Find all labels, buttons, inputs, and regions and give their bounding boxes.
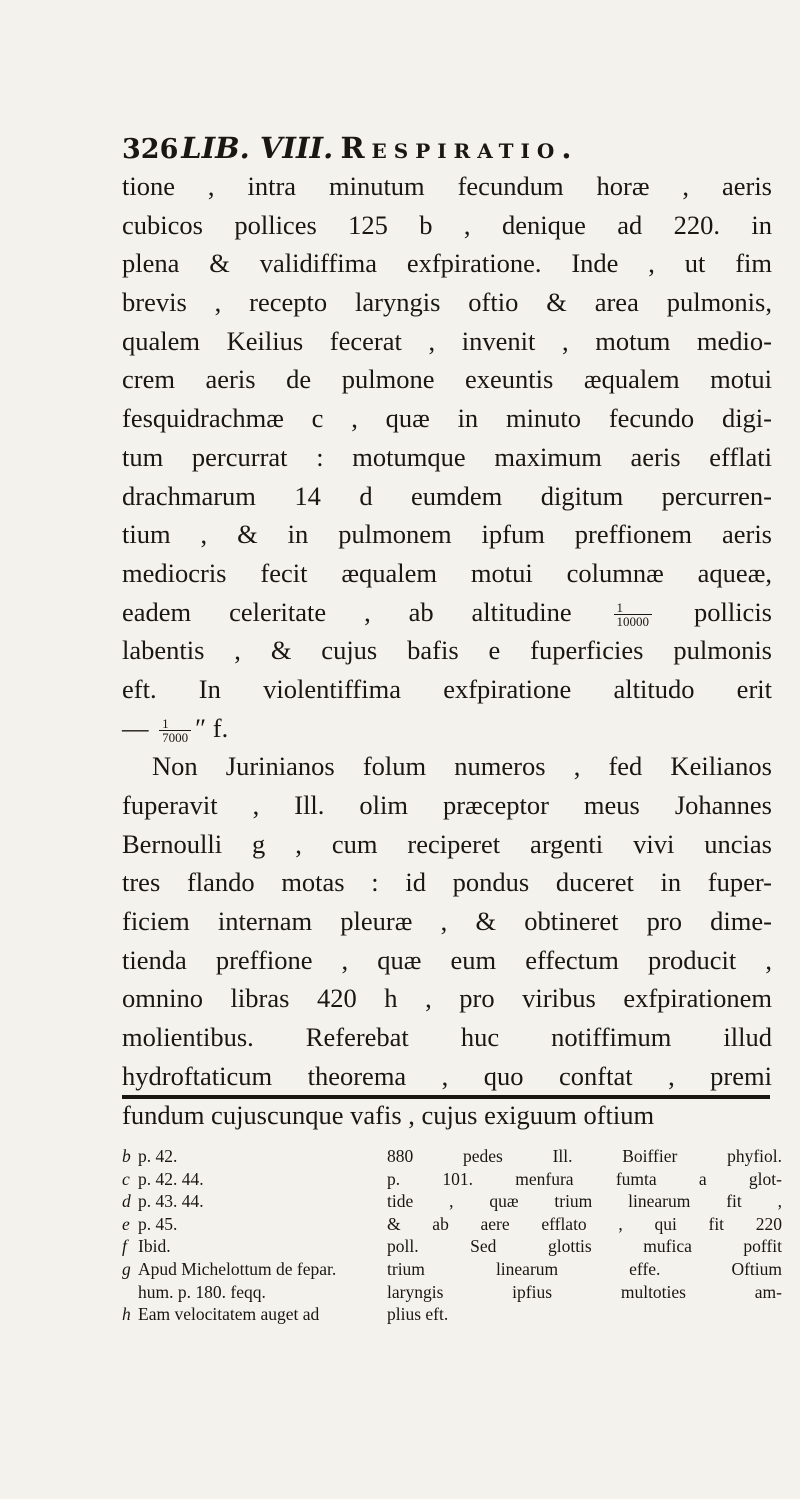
fraction-one-ten-thousandth [614,601,653,628]
text-line: plena & validiffima exfpiratione. Inde , ut fim [122,248,772,279]
text-line: drachmarum 14 d eumdem digitum percurren- [122,480,772,511]
footnote-mark: f [122,1236,127,1257]
text-line: fuperavit , Ill. olim præceptor meus Johannes [122,790,772,820]
running-title: Respiratio. [340,131,579,165]
footnote-mark: d [122,1191,131,1212]
footnote-line: tide , quæ trium linearum fit , [387,1191,782,1212]
footnote-line: laryngis ipfius multoties am- [387,1281,782,1302]
text-line: labentis , & cujus bafis e fuperficies pulmonis [122,635,772,666]
footnote-mark: h [122,1304,131,1325]
footnote-text: p. 45. [138,1213,178,1234]
footnote [122,1213,387,1236]
footnote-mark: g [122,1258,131,1279]
fraction-denominator: 10000 [616,613,650,629]
book-label: LIB. VIII. [181,131,334,165]
fraction-numerator: 1 [159,717,191,731]
text-line: tres flando motas : id pondus duceret in fuper- [122,867,772,898]
footnote-text: p. 42. 44. [138,1168,204,1189]
main-text [122,167,772,1134]
footnote-line: trium linearum effe. Oftium [387,1258,782,1279]
footnote-mark: e [122,1213,130,1234]
text-segment: eadem celeritate , ab altitudine [122,596,572,627]
running-header [122,124,782,172]
text-line: ficiem internam pleuræ , & obtineret pro dime- [122,906,772,937]
text-line-with-fraction: — $\frac{1}{7000}$ ″ f. [122,712,229,746]
fraction-denominator: 7000 [162,730,189,746]
footnote-text: p. 43. 44. [138,1191,204,1212]
text-line: qualem Keilius fecerat , invenit , motum medio- [122,325,772,356]
text-line: omnino libras 420 h , pro viribus exfpirationem [122,983,772,1014]
text-line: eft. In violentiffima exfpiratione altitudo erit [122,673,772,704]
text-line: Non Jurinianos folum numeros , fed Keilianos [152,751,772,782]
text-line: cubicos pollices 125 b , denique ad 220. in [122,209,772,240]
page-number: 326 [122,134,179,165]
text-line: hydroftaticum theorema , quo conftat , premi [122,1060,772,1091]
footnote [122,1145,387,1168]
footnote-line: plius eft. [387,1304,449,1325]
text-line: brevis , recepto laryngis oftio & area pulmonis, [122,287,772,318]
footnote-line: 880 pedes Ill. Boiffier phyfiol. [387,1146,782,1166]
text-line: mediocris fecit æqualem motui columnæ aqueæ, [122,557,772,588]
footnote-text: Eam velocitatem auget ad [138,1304,320,1325]
text-line: fesquidrachmæ c , quæ in minuto fecundo digi- [122,403,772,434]
footnote [122,1303,387,1326]
text-line: tione , intra minutum fecundum horæ , aeris [122,171,772,201]
footnote [122,1190,387,1213]
footnote [122,1168,387,1191]
footnote [122,1258,387,1281]
fraction-one-seven-thousandth [159,717,191,744]
fraction-numerator: 1 [614,601,653,615]
text-line: tum percurrat : motumque maximum aeris efflati [122,441,772,472]
text-line: tienda preffione , quæ eum effectum producit , [122,944,772,975]
footnote-line: poll. Sed glottis mufica poffit [387,1236,782,1257]
text-line: tium , & in pulmonem ipfum preffionem aeris [122,519,772,550]
text-line: fundum cujuscunque vafis , cujus exiguum oftium [122,1099,655,1130]
footnote [122,1235,387,1258]
text-line: crem aeris de pulmone exeuntis æqualem motui [122,364,772,395]
footnote-text: Apud Michelottum de fepar. [138,1258,337,1279]
text-segment: pollicis [693,596,772,627]
footnote-mark: c [122,1168,130,1189]
footnote-divider [122,1095,770,1099]
footnotes-left-column [122,1145,387,1326]
footnote-continuation [122,1281,387,1304]
footnote-line: p. 101. menfura fumta a glot- [387,1168,782,1189]
text-line-with-fraction [122,593,772,632]
footnote-mark: b [122,1146,131,1166]
footnote-text: Ibid. [138,1236,171,1257]
text-line: Bernoulli g , cum reciperet argenti vivi uncias [122,828,772,859]
footnote-line: & ab aere efflato , qui fit 220 [387,1213,782,1234]
text-line: molientibus. Referebat huc notiffimum illud [122,1022,772,1053]
footnote-text: p. 42. [138,1146,178,1166]
text-segment: f. [212,712,229,743]
footnotes-right-column [387,1145,782,1326]
footnote-text: hum. p. 180. feqq. [138,1281,266,1302]
